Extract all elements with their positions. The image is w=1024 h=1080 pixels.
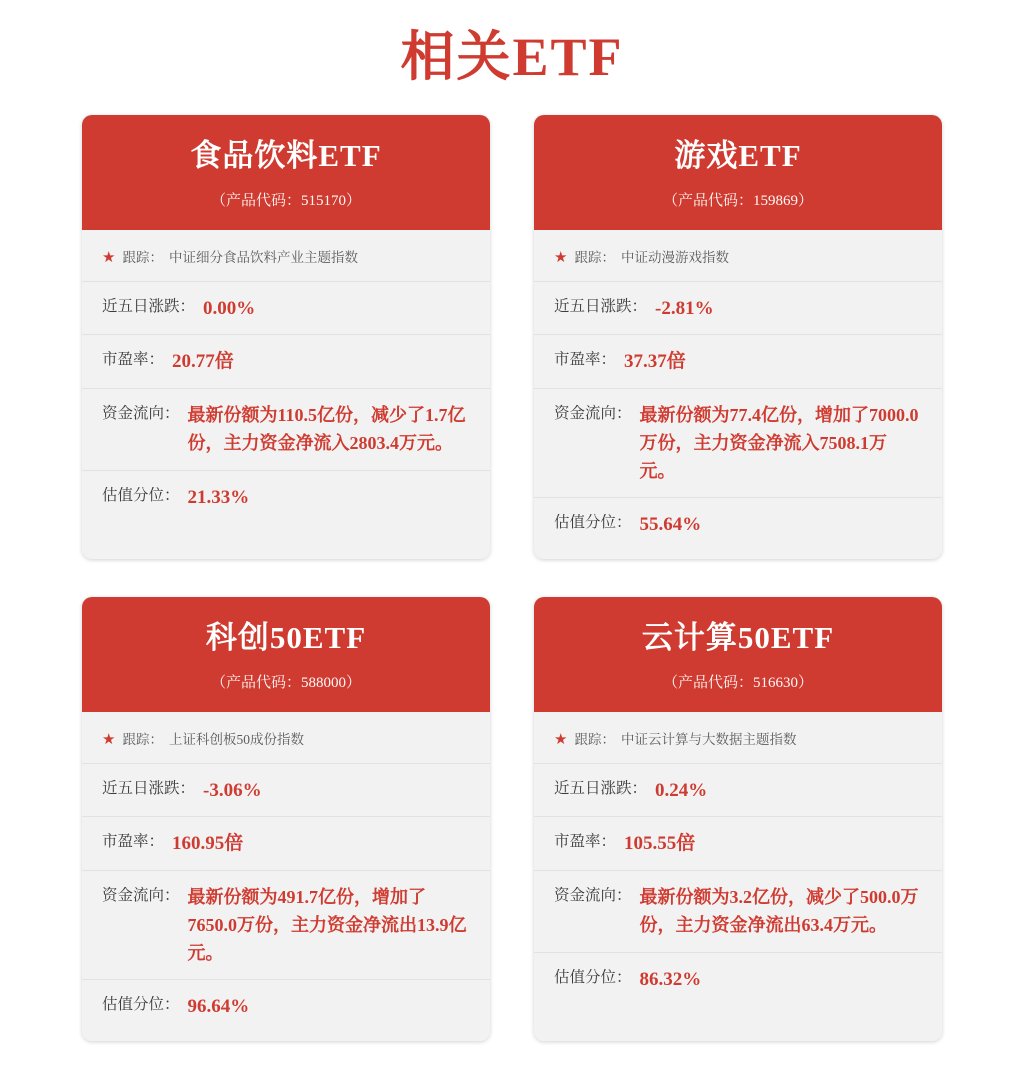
etf-fiveday-row (82, 764, 490, 818)
etf-flow-value: 最新份额为110.5亿份，减少了1.7亿份，主力资金净流入2803.4万元。 (187, 404, 466, 453)
etf-pe-row (534, 817, 942, 871)
etf-percentile-value: 55.64% (639, 514, 702, 536)
etf-code (544, 189, 932, 210)
etf-card-body (82, 712, 490, 1041)
etf-flow-label: 资金流向： (102, 404, 180, 422)
etf-percentile-value: 86.32% (639, 968, 702, 990)
etf-percentile-label: 估值分位： (102, 486, 180, 504)
etf-pe-value: 105.55倍 (624, 833, 696, 855)
etf-card-body (534, 712, 942, 1041)
etf-track-value: 上证科创板50成份指数 (168, 732, 304, 748)
etf-name: 科创50ETF (205, 619, 367, 655)
etf-flow-label: 资金流向： (554, 886, 632, 904)
etf-fiveday-row (82, 282, 490, 336)
etf-code-prefix: （产品代码： (210, 675, 301, 692)
etf-pe-label: 市盈率： (554, 833, 617, 851)
etf-flow-row (82, 389, 490, 471)
etf-card[interactable] (534, 115, 942, 559)
etf-percentile-label: 估值分位： (554, 514, 632, 532)
etf-fiveday-label: 近五日涨跌： (102, 297, 196, 315)
etf-flow-value: 最新份额为77.4亿份，增加了7000.0万份，主力资金净流入7508.1万元。 (639, 404, 919, 481)
etf-pe-label: 市盈率： (102, 833, 165, 851)
etf-percentile-row (534, 953, 942, 1006)
etf-code-suffix: ） (798, 193, 814, 210)
etf-track-label: 跟踪： (122, 250, 163, 266)
etf-card[interactable] (82, 597, 490, 1041)
etf-flow-row (534, 389, 942, 499)
etf-flow-value: 最新份额为491.7亿份，增加了7650.0万份，主力资金净流出13.9亿元。 (187, 886, 467, 963)
etf-card-body (82, 230, 490, 559)
etf-card-header (82, 597, 490, 712)
etf-flow-label: 资金流向： (554, 404, 632, 422)
etf-card-header (534, 597, 942, 712)
etf-card[interactable] (82, 115, 490, 559)
etf-flow-label: 资金流向： (102, 886, 180, 904)
etf-track-value: 中证动漫游戏指数 (620, 250, 729, 266)
etf-percentile-value: 21.33% (187, 486, 250, 508)
etf-pe-row (534, 335, 942, 389)
etf-code-value: 588000 (301, 675, 346, 692)
etf-name: 云计算50ETF (641, 619, 835, 655)
etf-card[interactable] (534, 597, 942, 1041)
etf-code-suffix: ） (346, 675, 362, 692)
etf-card-body (534, 230, 942, 559)
etf-flow-value: 最新份额为3.2亿份，减少了500.0万份，主力资金净流出63.4万元。 (639, 886, 919, 935)
etf-fiveday-label: 近五日涨跌： (554, 779, 648, 797)
etf-track-row (82, 716, 490, 764)
etf-card-header (534, 115, 942, 230)
etf-card-header (82, 115, 490, 230)
etf-flow-row (534, 871, 942, 953)
etf-track-row (534, 716, 942, 764)
etf-code-prefix: （产品代码： (662, 675, 753, 692)
etf-fiveday-row (534, 764, 942, 818)
star-icon: ★ (102, 249, 116, 267)
etf-track-row (82, 234, 490, 282)
etf-fiveday-label: 近五日涨跌： (554, 297, 648, 315)
etf-code-value: 515170 (301, 193, 346, 210)
etf-percentile-label: 估值分位： (102, 996, 180, 1014)
etf-percentile-value: 96.64% (187, 996, 250, 1018)
etf-fiveday-value: -2.81% (655, 297, 714, 319)
etf-track-value: 中证云计算与大数据主题指数 (620, 732, 797, 748)
etf-fiveday-value: 0.24% (655, 779, 708, 801)
etf-card-grid (0, 115, 1024, 1041)
etf-fiveday-value: -3.06% (203, 779, 262, 801)
etf-track-value: 中证细分食品饮料产业主题指数 (168, 250, 358, 266)
etf-track-label: 跟踪： (574, 732, 615, 748)
star-icon: ★ (554, 249, 568, 267)
etf-name: 食品饮料ETF (190, 138, 382, 173)
etf-code (544, 671, 932, 692)
etf-pe-value: 160.95倍 (172, 833, 244, 855)
etf-percentile-label: 估值分位： (554, 968, 632, 986)
etf-fiveday-value: 0.00% (203, 297, 256, 319)
etf-code-value: 159869 (753, 193, 798, 210)
star-icon: ★ (554, 731, 568, 749)
page-title: 相关ETF (400, 27, 624, 87)
etf-percentile-row (534, 498, 942, 551)
etf-code-prefix: （产品代码： (210, 193, 301, 210)
etf-flow-row (82, 871, 490, 981)
etf-pe-row (82, 817, 490, 871)
etf-pe-value: 37.37倍 (624, 351, 686, 373)
etf-fiveday-row (534, 282, 942, 336)
etf-code-prefix: （产品代码： (662, 193, 753, 210)
etf-pe-label: 市盈率： (102, 351, 165, 369)
etf-pe-row (82, 335, 490, 389)
etf-track-label: 跟踪： (122, 732, 163, 748)
etf-percentile-row (82, 980, 490, 1033)
etf-code-value: 516630 (753, 675, 798, 692)
etf-name: 游戏ETF (674, 138, 802, 173)
star-icon: ★ (102, 731, 116, 749)
etf-pe-label: 市盈率： (554, 351, 617, 369)
etf-code-suffix: ） (346, 193, 362, 210)
etf-track-label: 跟踪： (574, 250, 615, 266)
etf-percentile-row (82, 471, 490, 524)
etf-code (92, 671, 480, 692)
etf-fiveday-label: 近五日涨跌： (102, 779, 196, 797)
etf-code (92, 189, 480, 210)
etf-pe-value: 20.77倍 (172, 351, 234, 373)
etf-track-row (534, 234, 942, 282)
etf-code-suffix: ） (798, 675, 814, 692)
